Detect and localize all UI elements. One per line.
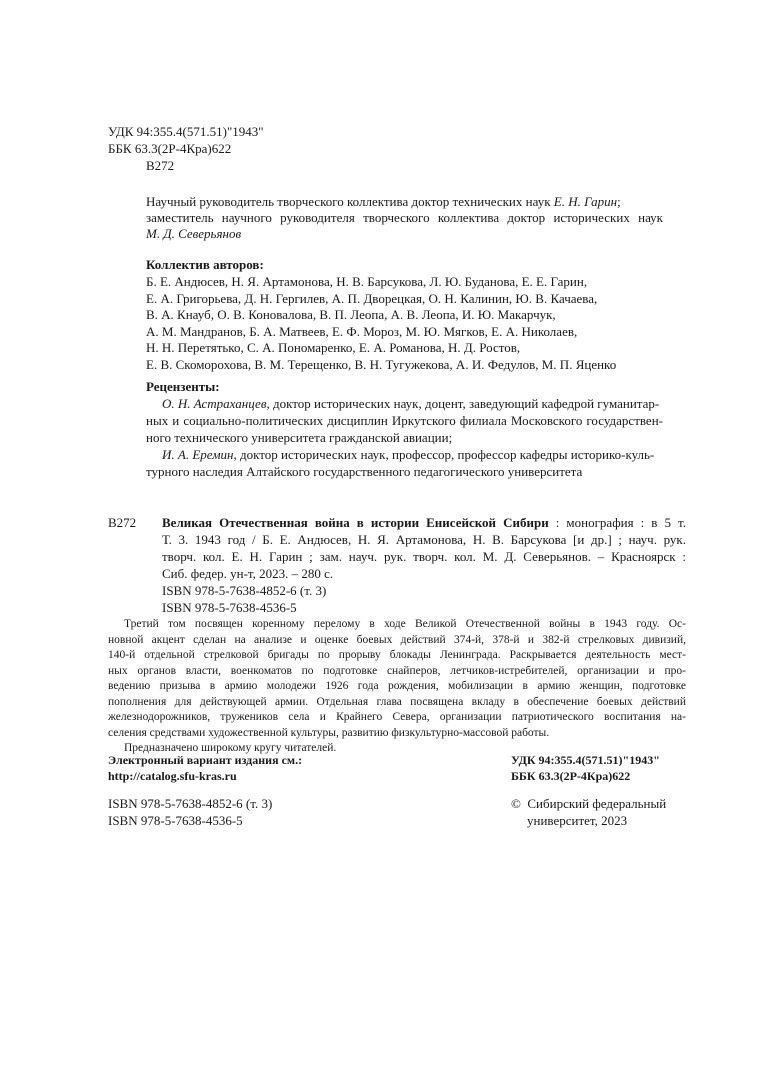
reviewer-1-line-2: ных и социально-политических дисциплин Иркутского филиала Московского государствен-	[146, 413, 663, 428]
annotation-block	[108, 617, 686, 757]
reviewer-1-name: О. Н. Астраханцев	[162, 396, 267, 411]
authors-line: Е. А. Григорьева, Д. Н. Гергилев, А. П. Дворецкая, О. Н. Калинин, Ю. В. Качаева,	[146, 290, 598, 306]
authors-line: А. М. Мандранов, Б. А. Матвеев, Е. Ф. Мороз, М. Ю. Мягков, Е. А. Николаев,	[146, 323, 578, 339]
reviewers-heading: Рецензенты:	[146, 379, 220, 394]
udk-code: УДК 94:355.4(571.51)"1943"	[108, 124, 264, 139]
footer-isbn-1: ISBN 978-5-7638-4852-6 (т. 3)	[108, 796, 273, 811]
supervisor-line-1-suffix: ;	[617, 194, 621, 209]
copyright-holder: Сибирский федеральный	[527, 796, 667, 811]
deputy-supervisor-line: заместитель научного руководителя творческого коллектива доктор исторических наук	[146, 210, 663, 225]
bibliography-line-4: Сиб. федер. ун-т, 2023. – 280 с.	[162, 566, 334, 581]
reviewer-2-line-2: турного наследия Алтайского государственного педагогического университета	[146, 464, 583, 479]
footer-bbk: ББК 63.3(2Р-4Кра)622	[511, 769, 631, 783]
authors-line: Н. Н. Перетятько, С. А. Пономаренко, Е. А. Романова, Н. Д. Ростов,	[146, 340, 521, 355]
supervisor-name: Е. Н. Гарин	[553, 194, 618, 209]
annotation-line: новной акцент сделан на анализе и оценке боевых действий 374-й, 378-й и 382-й стрелковых дивизий,	[108, 633, 686, 646]
copyright-line-1	[511, 795, 666, 812]
bibliography-isbn-1: ISBN 978-5-7638-4852-6 (т. 3)	[162, 583, 327, 598]
authors-list	[146, 273, 686, 372]
reviewer-1-line-1-text: , доктор исторических наук, доцент, заведующий кафедрой гуманитар-	[266, 396, 660, 411]
reviewer-2-line-1	[146, 446, 663, 463]
bibliography-line-3: творч. кол. Е. Н. Гарин ; зам. науч. рук. творч. кол. М. Д. Северьянов. – Красноярск :	[162, 549, 686, 564]
annotation-line: железнодорожников, тружеников села и Крайнего Севера, организации патриотического воспитания на-	[108, 711, 686, 723]
bibliography-block	[162, 514, 686, 616]
footer-isbn-2: ISBN 978-5-7638-4536-5	[108, 813, 243, 828]
annotation-line: пополнения для действующей армии. Отдельная глава посвящена вкладу в обеспечение боевых действий	[108, 695, 686, 708]
copyright-line-2: университет, 2023	[527, 813, 628, 828]
copyright-icon: ©	[511, 796, 521, 811]
annotation-line: ных органов власти, военкоматов по подготовке снайперов, летчиков-истребителей, организации и про-	[108, 664, 686, 677]
supervisor-line-1-prefix: Научный руководитель творческого коллектива доктор технических наук	[146, 194, 554, 209]
reviewer-2-name: И. А. Еремин	[162, 447, 234, 462]
annotation-line: селения средствами художественной культуры, развитию физкультурно-массовой работы.	[108, 726, 550, 739]
bibliography-line-2: Т. 3. 1943 год / Б. Е. Андюсев, Н. Я. Артамонова, Н. В. Барсукова [и др.] ; науч. рук.	[162, 532, 686, 547]
supervisor-line-1	[146, 193, 621, 210]
authors-line: Б. Е. Андюсев, Н. Я. Артамонова, Н. В. Барсукова, Л. Ю. Буданова, Е. Е. Гарин,	[146, 274, 588, 289]
reviewer-1-line-3: ного технического университета гражданской авиации;	[146, 430, 453, 445]
reviewer-2-line-1-text: , доктор исторических наук, профессор, профессор кафедры историко-куль-	[233, 447, 655, 462]
bibliography-isbn-2: ISBN 978-5-7638-4536-5	[162, 600, 297, 615]
authors-line: Е. В. Скоморохова, В. М. Терещенко, В. Н. Тугужекова, А. И. Федулов, М. П. Яценко	[146, 356, 617, 372]
electronic-version-label: Электронный вариант издания см.:	[108, 753, 303, 767]
deputy-supervisor-name	[146, 225, 241, 242]
authors-heading: Коллектив авторов:	[146, 257, 264, 272]
annotation-line: ведению призыва в армию молодежи 1926 года рождения, мобилизации в армию женщин, подготовке	[108, 680, 686, 692]
authors-line: В. А. Кнауб, О. В. Коновалова, В. П. Леопа, А. В. Леопа, И. Ю. Макарчук,	[146, 307, 556, 322]
book-title: Великая Отечественная война в истории Енисейской Сибири	[162, 515, 549, 530]
reviewers-block	[146, 395, 663, 480]
bibliography-sign: В272	[108, 515, 137, 530]
footer-udk: УДК 94:355.4(571.51)"1943"	[511, 753, 660, 767]
annotation-line: Третий том посвящен коренному перелому в ходе Великой Отечественной войны в 1943 году. Ос-	[124, 618, 686, 630]
annotation-audience: Предназначено широкому кругу читателей.	[124, 742, 337, 754]
deputy-supervisor-name-text: М. Д. Северьянов	[146, 226, 242, 241]
bibliography-line-1-rest: : монография : в 5 т.	[548, 515, 686, 530]
annotation-line: 140-й отдельной стрелковой бригады по прорыву блокады Ленинграда. Раскрывается деятельность мест-	[108, 649, 686, 661]
bibliography-line-1	[162, 514, 686, 531]
bbk-code: ББК 63.3(2Р-4Кра)622	[108, 141, 232, 156]
author-sign: В272	[146, 158, 175, 173]
electronic-version-link[interactable]: http://catalog.sfu-kras.ru	[108, 769, 237, 783]
reviewer-1-line-1	[146, 395, 663, 412]
